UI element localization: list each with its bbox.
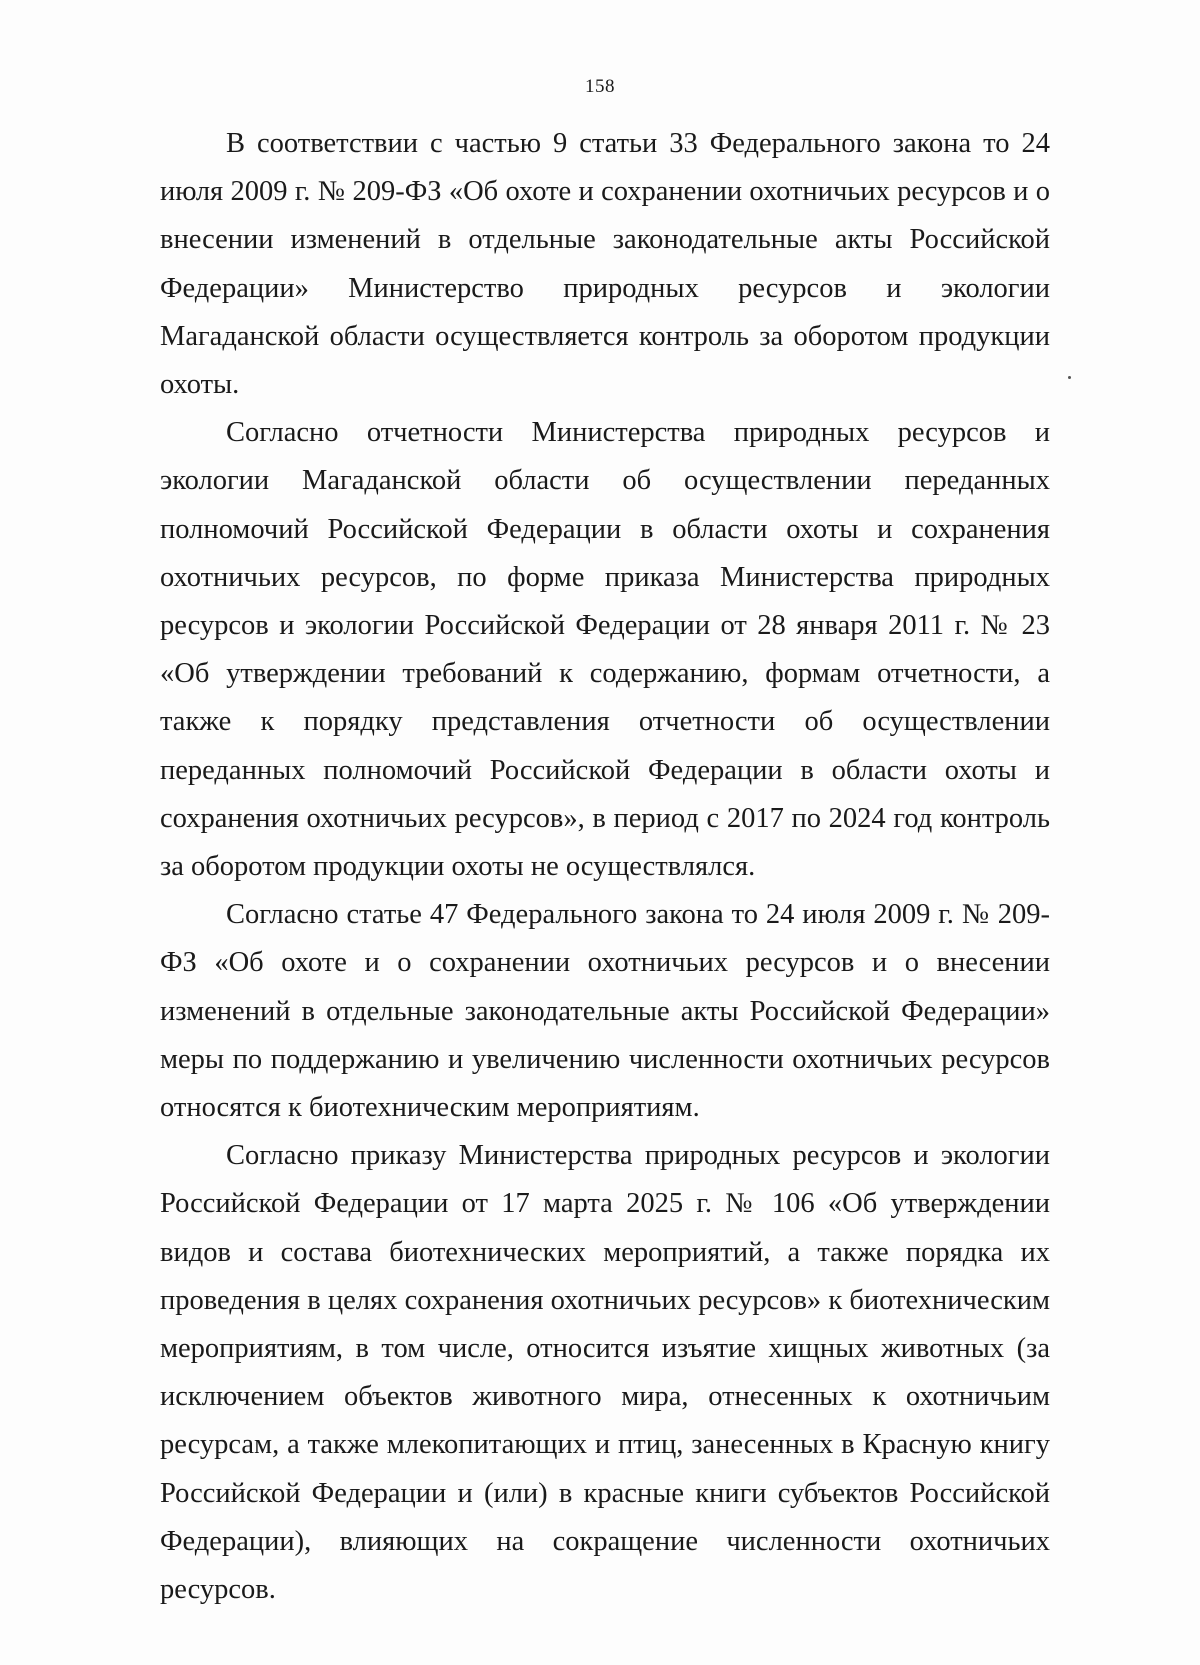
document-body [160, 120, 1050, 1614]
paragraph-hunting-products-control: В соответствии с частью 9 статьи 33 Федерального закона то 24 июля 2009 г. № 209-ФЗ «Об охоте и сохранении охотничьих ресурсов и о внесении изменений в отдельные законодательные акты Российской Федерации» Министерство природных ресурсов и экологии Магаданской области осуществляется контроль за оборотом продукции охоты. [160, 128, 1050, 401]
paragraph-article-47: Согласно статье 47 Федерального закона то 24 июля 2009 г. № 209-ФЗ «Об охоте и о сохранении охотничьих ресурсов и о внесении изменений в отдельные законодательные акты Российской Федерации» меры по поддержанию и увеличению численности охотничьих ресурсов относятся к биотехническим мероприятиям. [160, 899, 1050, 1124]
paragraph-reporting: Согласно отчетности Министерства природных ресурсов и экологии Магаданской области об осуществлении переданных полномочий Российской Федерации в области охоты и сохранения охотничьих ресурсов, по форме приказа Министерства природных ресурсов и экологии Российской Федерации от 28 января 2011 г. № 23 «Об утверждении требований к содержанию, формам отчетности, а также к порядку представления отчетности об осуществлении переданных полномочий Российской Федерации в области охоты и сохранения охотничьих ресурсов», в период с 2017 по 2024 год контроль за оборотом продукции охоты не осуществлялся. [160, 417, 1050, 883]
paragraph-order-106: Согласно приказу Министерства природных ресурсов и экологии Российской Федерации от 17 марта 2025 г. № 106 «Об утверждении видов и состава биотехнических мероприятий, а также порядка их проведения в целях сохранения охотничьих ресурсов» к биотехническим мероприятиям, в том числе, относится изъятие хищных животных (за исключением объектов животного мира, отнесенных к охотничьим ресурсам, а также млекопитающих и птиц, занесенных в Красную книгу Российской Федерации и (или) в красные книги субъектов Российской Федерации), влияющих на сокращение численности охотничьих ресурсов. [160, 1140, 1050, 1606]
page-number: 158 [585, 76, 615, 97]
scan-speck [1068, 376, 1071, 379]
